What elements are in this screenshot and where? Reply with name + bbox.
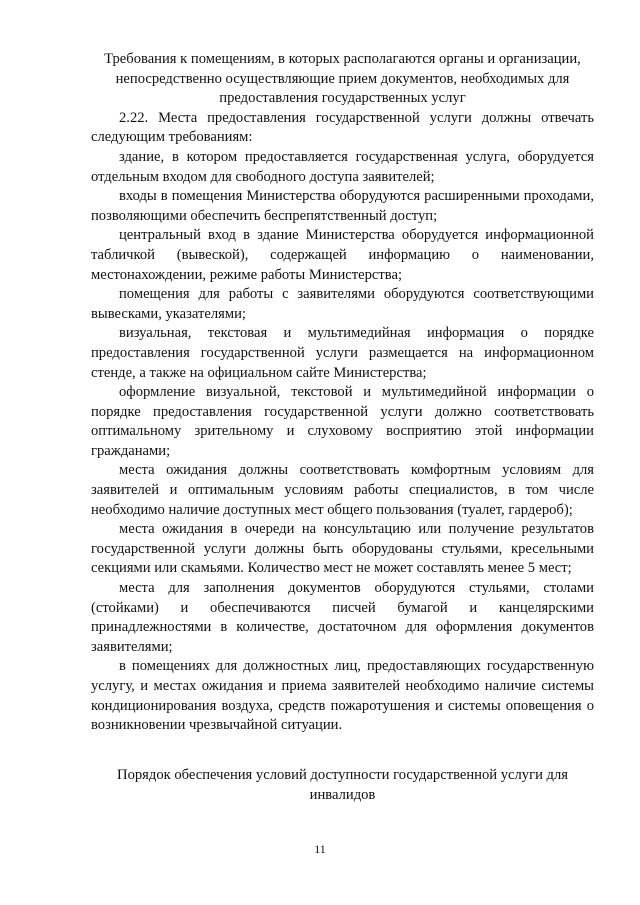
- paragraph-safety-systems: в помещениях для должностных лиц, предоставляющих государственную услугу, и местах ожидания и приема заявителей необходимо наличие системы кондиционирования воздуха, средств пожаротушения и системы оповещения о возникновении чрезвычайной ситуации.: [91, 658, 594, 734]
- paragraph-2-22: 2.22. Места предоставления государственной услуги должны отвечать следующим требованиям:: [91, 109, 594, 146]
- paragraph-form-filling: места для заполнения документов оборудуются стульями, столами (стойками) и обеспечиваются писчей бумагой и канцелярскими принадлежностями в количестве, достаточном для оформления документов заявителями;: [91, 580, 594, 655]
- page-number: 11: [314, 842, 326, 856]
- paragraph-info-stand: визуальная, текстовая и мультимедийная информация о порядке предоставления государственной услуги размещается на информационном стенде, а также на официальном сайте Министерства;: [91, 325, 594, 381]
- paragraph-signage: помещения для работы с заявителями оборудуются соответствующими вывесками, указателями;: [91, 286, 594, 322]
- paragraph-info-design: оформление визуальной, текстовой и мультимедийной информации о порядке предоставления государственной услуги должно соответствовать оптимальному зрительному и слуховому восприятию этой информации гражданами;: [91, 384, 594, 459]
- document-body: [91, 50, 594, 736]
- paragraph-separate-entrance: здание, в котором предоставляется государственная услуга, оборудуется отдельным входом для свободного доступа заявителей;: [91, 148, 594, 185]
- paragraph-wide-passages: входы в помещения Министерства оборудуются расширенными проходами, позволяющими обеспечить беспрепятственный доступ;: [91, 188, 594, 224]
- paragraph-info-sign: центральный вход в здание Министерства оборудуется информационной табличкой (вывеской), содержащей информацию о наименовании, местонахождении, режиме работы Министерства;: [91, 227, 594, 283]
- paragraph-waiting-areas: места ожидания должны соответствовать комфортным условиям для заявителей и оптимальным условиям работы специалистов, в том числе необходимо наличие доступных мест общего пользования (туалет, гардероб);: [91, 462, 594, 518]
- section-title: Требования к помещениям, в которых располагаются органы и организации, непосредственно осуществляющие прием документов, необходимых для предоставления государственных услуг: [104, 51, 581, 107]
- accessibility-section-title: Порядок обеспечения условий доступности государственной услуги для инвалидов: [117, 767, 568, 803]
- paragraph-queue-seating: места ожидания в очереди на консультацию или получение результатов государственной услуги должны быть оборудованы стульями, кресельными секциями или скамьями. Количество мест не может составлять менее 5 мест;: [91, 521, 594, 577]
